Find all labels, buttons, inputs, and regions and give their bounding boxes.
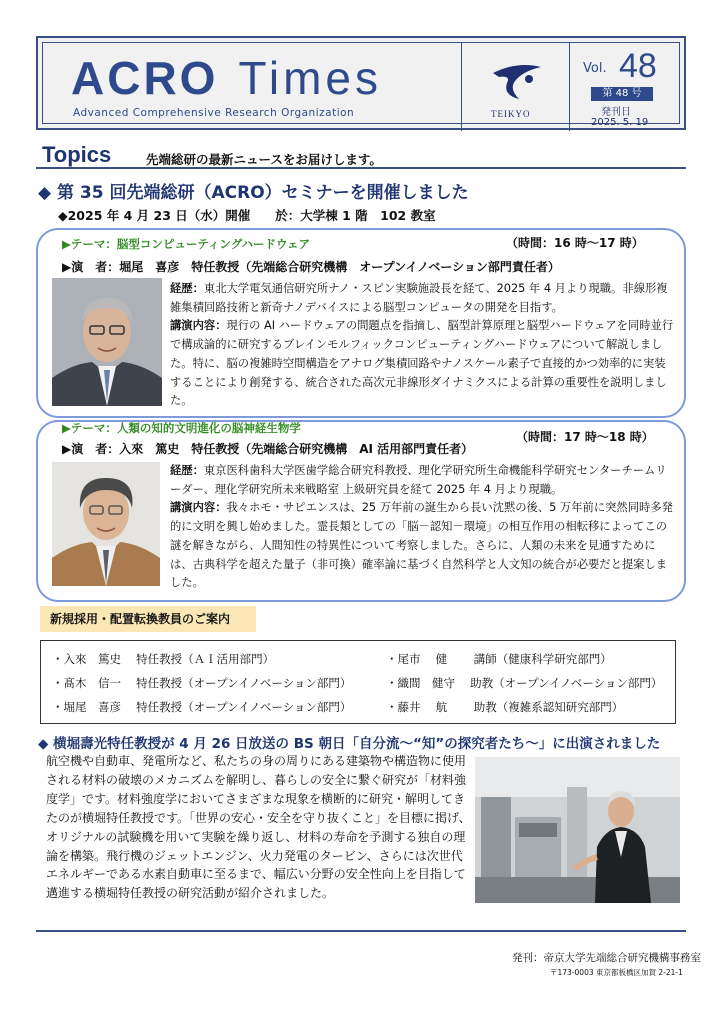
talk-time: （時間：16 時～17 時） xyxy=(506,236,644,250)
recruitment-item: ・髙木 信一 特任教授（オープンイノベーション部門） xyxy=(52,676,352,690)
masthead xyxy=(36,36,686,130)
issue-date-label: 発刊日 xyxy=(601,107,631,118)
volume-label: Vol. xyxy=(583,61,607,76)
talk-description: 経歴：東北大学電気通信研究所ナノ・スピン実験施設長を経て、2025 年 4 月より現職。非線形複雑集積回路技術と新奇ナノデバイスによる脳型コンピュータの開発を目指す。 講演内容：現行の AI ハードウェアの問題点を指摘し、脳型計算原理と脳型ハードウェアを同時並行で構成論的に研究するブレインモルフィックコンピューティングハードウェアについて解説しました。特に、脳の複雑時空間構造をアナログ集積回路やナノスケール素子で直接的かつ効率的に実装することにより創発する、統合された高次元非線形ダイナミクスによる計算の重要性を説明しました。 xyxy=(170,282,674,408)
talk-theme: ▶テーマ：脳型コンピューティングハードウェア xyxy=(62,237,311,251)
talk-description: 経歴：東京医科歯科大学医歯学総合研究科教授、理化学研究所生命機能科学研究センターチームリーダー、理化学研究所未来戦略室 上級研究員を経て 2025 年 4 月より現職。 講演内容：我々ホモ・サピエンスは、25 万年前の誕生から長い沈黙の後、5 万年前に突然同時多発的に文明を興し始めました。霊長類としての「脳－認知－環境」の相互作用の相転移によってこの謎を解きながら、人間知性の特異性について考察しました。さらに、人類の未来を見通すためには、古典科学を超えた量子（非可換）確率論に基づく自然科学と人文知の統合が必要だと提案しました。 xyxy=(170,464,673,590)
seminar-date: ◆2025 年 4 月 23 日（水）開催 於：大学棟 1 階 102 教室 xyxy=(58,208,436,223)
talk-time: （時間：17 時～18 時） xyxy=(516,430,654,444)
teikyo-logo-text: TEIKYO xyxy=(491,109,531,119)
teikyo-logo-icon xyxy=(489,59,545,103)
masthead-divider xyxy=(569,43,570,131)
recruitment-label: 新規採用・配置転換教員のご案内 xyxy=(40,606,256,632)
recruitment-item: ・入來 篤史 特任教授（ＡＩ活用部門） xyxy=(52,652,275,666)
recruitment-item: ・堀尾 喜彦 特任教授（オープンイノベーション部門） xyxy=(52,700,352,714)
masthead-inner-frame xyxy=(42,42,680,128)
recruitment-item: ・尾市 健 講師（健康科学研究部門） xyxy=(386,652,612,666)
recruitment-item: ・藤井 航 助教（複雑系認知研究部門） xyxy=(386,700,624,714)
talk-speaker: ▶演 者：堀尾 喜彦 特任教授（先端総合研究機構 オープンイノベーション部門責任者） xyxy=(62,260,560,274)
talk-speaker: ▶演 者：入來 篤史 特任教授（先端総合研究機構 AI 活用部門責任者） xyxy=(62,442,474,456)
issue-date: 2025. 5. 19 xyxy=(591,117,649,128)
issue-badge: 第 48 号 xyxy=(591,87,653,101)
footer-publisher: 発刊：帝京大学先端総合研究機構事務室 xyxy=(512,952,701,964)
volume-number: 48 xyxy=(619,47,657,85)
topics-subheading: 先端総研の最新ニュースをお届けします。 xyxy=(146,152,382,167)
footer-address: 〒173-0003 東京都板橋区加賀 2-21-1 xyxy=(550,968,683,977)
tv-appearance-body: 航空機や自動車、発電所など、私たちの身の周りにある建築物や構造物に使用される材料の破壊のメカニズムを解明し、暮らしの安全に繋ぐ研究が「材料強度学」です。材料強度学においてさまざまな現象を横断的に研究・解明してきたのが横堀特任教授です。「世界の安心・安全を守り抜くこと」を目標に掲げ、オリジナルの試験機を用いて実験を繰り返し、材料の寿命を予測する独自の理論を構築。飛行機のジェットエンジン、火力発電のタービン、さらには次世代エネルギーである水素自動車に至るまで、幅広い分野の安全性向上を目指して邁進する横堀特任教授の研究活動が紹介されました。 xyxy=(46,754,471,901)
speaker-photo-iriki xyxy=(52,462,160,586)
masthead-divider xyxy=(461,43,462,131)
masthead-title: ACRO Times xyxy=(71,52,382,104)
topics-rule xyxy=(36,167,686,169)
talk-theme: ▶テーマ：人類の知的文明進化の脳神経生物学 xyxy=(62,421,301,435)
footer-rule xyxy=(36,930,686,932)
speaker-photo-horio xyxy=(52,278,162,406)
topics-heading: Topics xyxy=(42,142,112,167)
recruitment-item: ・織間 健守 助教（オープンイノベーション部門） xyxy=(386,676,663,690)
tv-appearance-title: ◆ 横堀壽光特任教授が 4 月 26 日放送の BS 朝日「自分流～“知”の探究者たち～」に出演されました xyxy=(38,736,661,752)
seminar-title: ◆ 第 35 回先端総研（ACRO）セミナーを開催しました xyxy=(38,183,469,203)
masthead-subtitle: Advanced Comprehensive Research Organization xyxy=(73,107,355,119)
lab-photo xyxy=(475,757,680,903)
